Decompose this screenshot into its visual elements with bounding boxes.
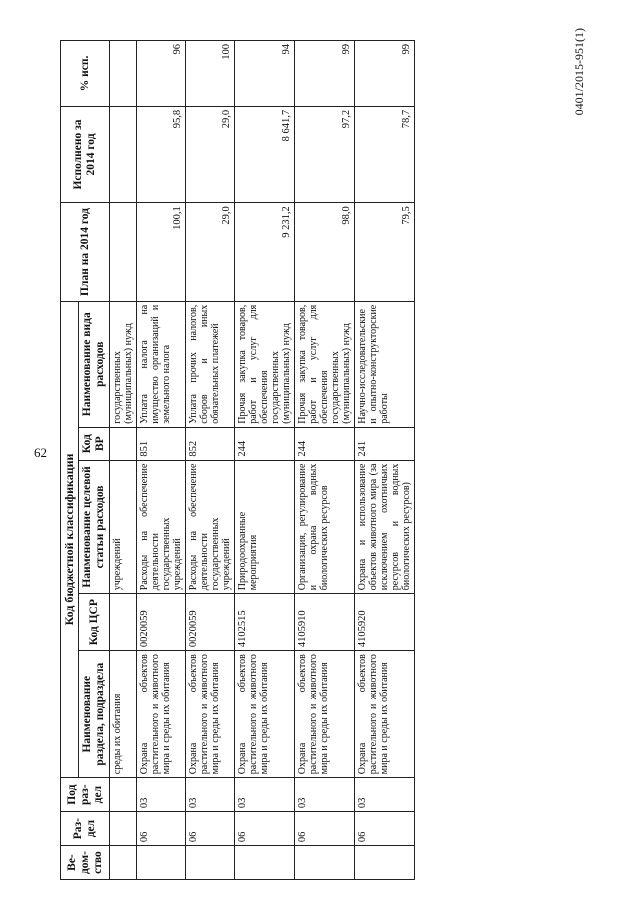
cell-ved (355, 846, 415, 880)
cell-naim-csr: Расходы на обеспечение деятельности государственных учреждений (137, 460, 186, 594)
cell-naim-razdela: Охрана объектов растительного и животного мира и среды их обитания (137, 651, 186, 778)
header-group-row (61, 41, 79, 880)
header-naim-razdela: Наименование раздела, подраздела (79, 651, 110, 778)
header-naim-vr: Наименование вида расходов (79, 301, 110, 427)
cell-plan (110, 203, 137, 302)
cell-ved (186, 846, 235, 880)
cell-pct (110, 41, 137, 107)
cell-razdel: 06 (186, 812, 235, 846)
header-vr: Код ВР (79, 427, 110, 460)
cell-csr: 4102515 (235, 594, 295, 651)
cell-naim-vr: Прочая закупка товаров, работ и услуг для обеспечения государственных (муниципальных) нужд (295, 301, 355, 427)
header-ved: Ве-дом-ство (61, 846, 110, 880)
cell-naim-csr: Организация, регулирование и охрана водных биологических ресурсов (295, 460, 355, 594)
cell-ved (137, 846, 186, 880)
cell-pct: 100 (186, 41, 235, 107)
cell-naim-razdela: Охрана объектов растительного и животного мира и среды их обитания (355, 651, 415, 778)
rotated-table-container (60, 40, 620, 880)
cell-naim-vr: Уплата налога на имущество организаций и земельного налога (137, 301, 186, 427)
cell-plan: 100,1 (137, 203, 186, 302)
cell-podrazdel: 03 (137, 778, 186, 812)
cell-plan: 9 231,2 (235, 203, 295, 302)
header-razdel: Раз-дел (61, 812, 110, 846)
cell-naim-vr: Прочая закупка товаров, работ и услуг для обеспечения государственных (муниципальных) нужд (235, 301, 295, 427)
cell-podrazdel: 03 (186, 778, 235, 812)
cell-razdel: 06 (295, 812, 355, 846)
cell-naim-csr: учреждений (110, 460, 137, 594)
cell-ispolneno: 8 641,7 (235, 106, 295, 202)
cell-naim-csr: Природоохранные мероприятия (235, 460, 295, 594)
table-row (355, 41, 415, 880)
cell-pct: 99 (355, 41, 415, 107)
header-csr: Код ЦСР (79, 594, 110, 651)
cell-pct: 94 (235, 41, 295, 107)
cell-csr (110, 594, 137, 651)
cell-naim-razdela: Охрана объектов растительного и животного мира и среды их обитания (235, 651, 295, 778)
cell-vr: 244 (295, 427, 355, 460)
cell-ved (235, 846, 295, 880)
cell-csr: 0020059 (186, 594, 235, 651)
cell-naim-vr: государственных (муниципальных) нужд (110, 301, 137, 427)
cell-csr: 4105920 (355, 594, 415, 651)
header-plan: План на 2014 год (61, 203, 110, 302)
cell-ispolneno: 97,2 (295, 106, 355, 202)
cell-razdel: 06 (235, 812, 295, 846)
header-ispolneno: Исполнено за 2014 год (61, 106, 110, 202)
table-row (110, 41, 137, 880)
header-podrazdel: Под раз-дел (61, 778, 110, 812)
page-number: 62 (34, 445, 47, 460)
cell-razdel (110, 812, 137, 846)
cell-plan: 79,5 (355, 203, 415, 302)
cell-csr: 0020059 (137, 594, 186, 651)
document-code: 0401/2015-951(1) (572, 28, 586, 116)
cell-vr: 241 (355, 427, 415, 460)
cell-ispolneno: 29,0 (186, 106, 235, 202)
table-row (295, 41, 355, 880)
cell-ispolneno: 78,7 (355, 106, 415, 202)
cell-podrazdel: 03 (295, 778, 355, 812)
cell-vr: 851 (137, 427, 186, 460)
cell-ispolneno: 95,8 (137, 106, 186, 202)
cell-podrazdel (110, 778, 137, 812)
cell-vr (110, 427, 137, 460)
cell-ved (295, 846, 355, 880)
cell-csr: 4105910 (295, 594, 355, 651)
budget-table (60, 40, 415, 880)
table-row (235, 41, 295, 880)
cell-naim-vr: Уплата прочих налогов, сборов и иных обязательных платежей (186, 301, 235, 427)
cell-razdel: 06 (137, 812, 186, 846)
cell-naim-razdela: среды их обитания (110, 651, 137, 778)
cell-naim-razdela: Охрана объектов растительного и животного мира и среды их обитания (186, 651, 235, 778)
table-row (186, 41, 235, 880)
table-row (137, 41, 186, 880)
cell-naim-csr: Охрана и использование объектов животного мира (за исключением охотничьих ресурсов и водных биологических ресурсов) (355, 460, 415, 594)
cell-vr: 852 (186, 427, 235, 460)
cell-ved (110, 846, 137, 880)
cell-podrazdel: 03 (235, 778, 295, 812)
cell-plan: 29,0 (186, 203, 235, 302)
cell-pct: 96 (137, 41, 186, 107)
header-naim-csr: Наименование целевой статьи расходов (79, 460, 110, 594)
cell-naim-razdela: Охрана объектов растительного и животного мира и среды их обитания (295, 651, 355, 778)
cell-naim-csr: Расходы на обеспечение деятельности государственных учреждений (186, 460, 235, 594)
cell-naim-vr: Научно-исследовательские и опытно-конструкторские работы (355, 301, 415, 427)
header-pct: % исп. (61, 41, 110, 107)
cell-podrazdel: 03 (355, 778, 415, 812)
cell-vr: 244 (235, 427, 295, 460)
cell-plan: 98,0 (295, 203, 355, 302)
cell-razdel: 06 (355, 812, 415, 846)
header-budget-classification: Код бюджетной классификации (61, 301, 79, 777)
cell-ispolneno (110, 106, 137, 202)
cell-pct: 99 (295, 41, 355, 107)
